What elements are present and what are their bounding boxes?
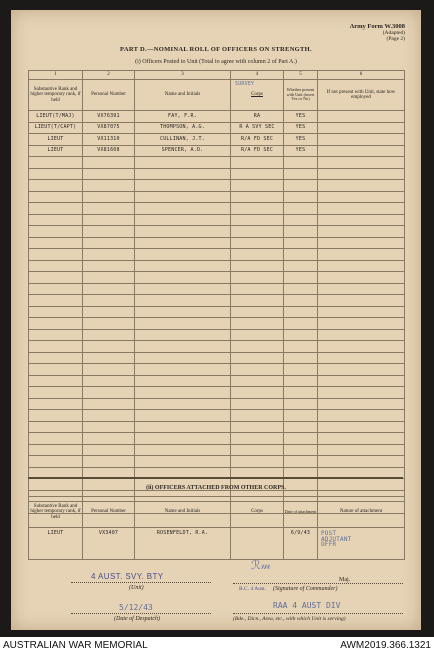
form-adapted: (Adapted) xyxy=(382,30,405,36)
blank-row xyxy=(29,433,405,445)
officer-corps xyxy=(231,398,284,410)
officer-rank xyxy=(29,306,83,318)
header-corps-label: Corps xyxy=(251,92,263,98)
officer-name xyxy=(135,249,231,261)
officer-number xyxy=(83,283,135,295)
officer-name xyxy=(135,456,231,468)
attached-header-number: Personal Number xyxy=(83,497,135,528)
officer-number xyxy=(83,214,135,226)
officer-rank xyxy=(29,421,83,433)
officer-name xyxy=(135,444,231,456)
officer-number xyxy=(83,398,135,410)
blank-row xyxy=(29,226,405,238)
officer-number: VX87075 xyxy=(83,122,135,134)
officer-rank xyxy=(29,237,83,249)
officer-present xyxy=(284,444,318,456)
officer-number xyxy=(83,168,135,180)
officer-present xyxy=(284,387,318,399)
officer-corps xyxy=(231,341,284,353)
officer-number xyxy=(83,341,135,353)
signature-label: (Signature of Commander) xyxy=(273,586,338,592)
officer-name xyxy=(135,157,231,169)
officer-name xyxy=(135,283,231,295)
section2-title: (ii) OFFICERS ATTACHED FROM OTHER CORPS. xyxy=(146,485,286,491)
officer-employed xyxy=(318,329,405,341)
officer-employed xyxy=(318,272,405,284)
officer-present xyxy=(284,410,318,422)
attached-header-corps: Corps xyxy=(231,497,284,528)
officer-name: CULLINAN, J.T. xyxy=(135,134,231,146)
officer-name xyxy=(135,433,231,445)
despatch-label: (Date of Despatch) xyxy=(114,616,160,622)
officer-present xyxy=(284,272,318,284)
officer-present xyxy=(284,180,318,192)
blank-row xyxy=(29,421,405,433)
officer-name xyxy=(135,168,231,180)
officer-number xyxy=(83,352,135,364)
header-present: Whether present with Unit (insert Yes or No) xyxy=(284,80,318,111)
officer-corps xyxy=(231,260,284,272)
attached-rank: LIEUT xyxy=(29,528,83,560)
officer-corps xyxy=(231,375,284,387)
officer-corps xyxy=(231,433,284,445)
officer-number xyxy=(83,249,135,261)
officer-row xyxy=(29,122,405,134)
officer-employed xyxy=(318,387,405,399)
blank-row xyxy=(29,306,405,318)
officer-employed xyxy=(318,375,405,387)
officer-number xyxy=(83,329,135,341)
officer-employed xyxy=(318,410,405,422)
officer-rank: LIEUT xyxy=(29,134,83,146)
officer-corps: RA xyxy=(231,111,284,123)
officer-employed xyxy=(318,237,405,249)
officer-corps xyxy=(231,272,284,284)
officer-present: YES xyxy=(284,134,318,146)
officer-rank xyxy=(29,352,83,364)
attached-header-rank: Substantive Rank and higher temporary rank, if held xyxy=(29,497,83,528)
column-number: 3 xyxy=(135,71,231,80)
officer-corps xyxy=(231,226,284,238)
officer-rank xyxy=(29,272,83,284)
attached-nature-line: OFFR xyxy=(321,541,337,548)
archive-name: AUSTRALIAN WAR MEMORIAL xyxy=(3,640,148,651)
blank-row xyxy=(29,329,405,341)
blank-row xyxy=(29,157,405,169)
officer-corps: R/A FD SEC xyxy=(231,145,284,157)
officer-employed xyxy=(318,295,405,307)
signature-prefix: B.C. 4 Aust. xyxy=(239,586,267,592)
officer-name xyxy=(135,180,231,192)
blank-row xyxy=(29,283,405,295)
despatch-date: 5/12/43 xyxy=(119,603,153,612)
officer-name xyxy=(135,306,231,318)
rank-suffix: Maj. xyxy=(339,577,351,583)
officer-name xyxy=(135,191,231,203)
officer-employed xyxy=(318,260,405,272)
officer-corps xyxy=(231,456,284,468)
officer-name xyxy=(135,364,231,376)
blank-row xyxy=(29,387,405,399)
corps-overwrite: SURVEY xyxy=(235,81,255,87)
officer-rank xyxy=(29,214,83,226)
officer-employed xyxy=(318,203,405,215)
officer-employed xyxy=(318,433,405,445)
officer-present xyxy=(284,157,318,169)
blank-row xyxy=(29,375,405,387)
officer-rank xyxy=(29,249,83,261)
officer-present xyxy=(284,364,318,376)
blank-row xyxy=(29,318,405,330)
officer-employed xyxy=(318,145,405,157)
attached-name: ROSENFELDT, R.A. xyxy=(135,528,231,560)
attached-corps xyxy=(231,528,284,560)
officer-employed xyxy=(318,111,405,123)
officer-rank xyxy=(29,375,83,387)
officer-number xyxy=(83,272,135,284)
officer-rank: LIEUT(T/MAJ) xyxy=(29,111,83,123)
officer-number xyxy=(83,295,135,307)
attached-nature xyxy=(318,528,405,560)
officer-number: VX76391 xyxy=(83,111,135,123)
officer-rank xyxy=(29,410,83,422)
officer-present xyxy=(284,352,318,364)
officer-name xyxy=(135,237,231,249)
officer-employed xyxy=(318,283,405,295)
officer-employed xyxy=(318,421,405,433)
blank-row xyxy=(29,237,405,249)
blank-row xyxy=(29,260,405,272)
officer-employed xyxy=(318,122,405,134)
officer-name xyxy=(135,260,231,272)
officer-corps xyxy=(231,191,284,203)
officer-name xyxy=(135,329,231,341)
form-page: (Page 2) xyxy=(386,36,405,42)
officer-number xyxy=(83,433,135,445)
officer-number xyxy=(83,306,135,318)
formation-line xyxy=(233,613,403,614)
officer-employed xyxy=(318,180,405,192)
officer-corps: R A SVY SEC xyxy=(231,122,284,134)
officer-corps xyxy=(231,364,284,376)
officer-number xyxy=(83,318,135,330)
officer-rank xyxy=(29,329,83,341)
header-name: Name and Initials xyxy=(135,80,231,111)
attached-header-date: Date of attachment xyxy=(284,497,318,528)
officer-name xyxy=(135,352,231,364)
officer-employed xyxy=(318,191,405,203)
officer-employed xyxy=(318,444,405,456)
officer-name xyxy=(135,387,231,399)
officer-name xyxy=(135,214,231,226)
officer-number xyxy=(83,410,135,422)
officer-present xyxy=(284,375,318,387)
officer-row xyxy=(29,145,405,157)
part-title: PART D.—NOMINAL ROLL OF OFFICERS ON STRENGTH. xyxy=(120,46,312,53)
attached-nature-line: ADJUTANT xyxy=(321,535,352,543)
blank-row xyxy=(29,352,405,364)
officer-number xyxy=(83,387,135,399)
blank-row xyxy=(29,444,405,456)
officer-name: SPENCER, A.D. xyxy=(135,145,231,157)
officer-present xyxy=(284,203,318,215)
officer-present xyxy=(284,168,318,180)
section1-subtitle: (i) Officers Posted to Unit (Total to agree with column 2 of Part A.) xyxy=(135,59,297,65)
officer-rank xyxy=(29,157,83,169)
blank-row xyxy=(29,398,405,410)
officer-rank xyxy=(29,433,83,445)
officer-rank xyxy=(29,283,83,295)
officer-row xyxy=(29,134,405,146)
officer-rank xyxy=(29,295,83,307)
officer-number xyxy=(83,157,135,169)
officer-name xyxy=(135,203,231,215)
officer-number xyxy=(83,364,135,376)
unit-stamp: 4 AUST. SVY. BTY xyxy=(91,572,164,581)
officer-number: VX11310 xyxy=(83,134,135,146)
officer-row xyxy=(29,111,405,123)
officer-rank xyxy=(29,226,83,238)
officer-rank xyxy=(29,318,83,330)
officer-present xyxy=(284,226,318,238)
officer-rank: LIEUT(T/CAPT) xyxy=(29,122,83,134)
blank-row xyxy=(29,456,405,468)
officer-employed xyxy=(318,318,405,330)
officer-corps xyxy=(231,295,284,307)
officer-present xyxy=(284,191,318,203)
officer-present xyxy=(284,295,318,307)
officer-present xyxy=(284,398,318,410)
blank-row xyxy=(29,191,405,203)
officer-rank: LIEUT xyxy=(29,145,83,157)
officer-employed xyxy=(318,249,405,261)
officer-rank xyxy=(29,180,83,192)
header-rank: Substantive Rank and higher temporary rank, if held xyxy=(29,80,83,111)
officer-number xyxy=(83,456,135,468)
officer-corps xyxy=(231,283,284,295)
officer-rank xyxy=(29,387,83,399)
officer-present xyxy=(284,341,318,353)
column-number: 1 xyxy=(29,71,83,80)
officer-employed xyxy=(318,352,405,364)
officer-number xyxy=(83,180,135,192)
commander-signature: ℛ𝓂 xyxy=(251,558,271,572)
officer-number xyxy=(83,260,135,272)
officer-employed xyxy=(318,214,405,226)
officer-present xyxy=(284,421,318,433)
officer-corps xyxy=(231,352,284,364)
officer-corps xyxy=(231,237,284,249)
officer-name xyxy=(135,375,231,387)
officer-name xyxy=(135,398,231,410)
form-number: Army Form W.3008 xyxy=(349,23,405,30)
officer-rank xyxy=(29,444,83,456)
officer-name: THOMPSON, A.G. xyxy=(135,122,231,134)
officer-number xyxy=(83,375,135,387)
blank-row xyxy=(29,410,405,422)
officer-employed xyxy=(318,341,405,353)
blank-row xyxy=(29,249,405,261)
officer-name xyxy=(135,318,231,330)
officer-present xyxy=(284,318,318,330)
officer-employed xyxy=(318,134,405,146)
attached-header-nature: Nature of attachment xyxy=(318,497,405,528)
officer-present xyxy=(284,329,318,341)
archive-caption xyxy=(0,638,434,653)
blank-row xyxy=(29,168,405,180)
attached-header-name: Name and Initials xyxy=(135,497,231,528)
form-identifier xyxy=(350,24,405,42)
attached-header-row xyxy=(29,497,405,528)
officer-corps xyxy=(231,421,284,433)
formation-label: (Bde., Dicn., Area, etc., with which Unit is serving) xyxy=(233,616,346,622)
attached-row xyxy=(29,528,405,560)
attached-date: 6/9/43 xyxy=(284,528,318,560)
officer-number xyxy=(83,226,135,238)
column-number: 2 xyxy=(83,71,135,80)
header-employed: If not present with Unit, state how employed xyxy=(318,80,405,111)
column-number-row xyxy=(29,71,405,80)
officer-rank xyxy=(29,191,83,203)
section-divider xyxy=(28,477,403,479)
column-number: 4 xyxy=(231,71,284,80)
officer-employed xyxy=(318,306,405,318)
officer-corps xyxy=(231,168,284,180)
officer-rank xyxy=(29,260,83,272)
officer-corps: R/A FD SEC xyxy=(231,134,284,146)
column-number: 6 xyxy=(318,71,405,80)
unit-label: (Unit) xyxy=(129,585,144,591)
archive-reference: AWM2019.366.1321 xyxy=(340,640,431,651)
officer-corps xyxy=(231,249,284,261)
officer-name xyxy=(135,272,231,284)
officer-present xyxy=(284,260,318,272)
officer-name xyxy=(135,341,231,353)
blank-row xyxy=(29,295,405,307)
officer-present xyxy=(284,306,318,318)
officer-number xyxy=(83,421,135,433)
officer-name xyxy=(135,226,231,238)
officer-corps xyxy=(231,318,284,330)
officer-present xyxy=(284,433,318,445)
officer-name xyxy=(135,295,231,307)
officer-employed xyxy=(318,398,405,410)
officer-present: YES xyxy=(284,145,318,157)
blank-row xyxy=(29,203,405,215)
officer-rank xyxy=(29,341,83,353)
officer-number xyxy=(83,444,135,456)
officer-number: VX81608 xyxy=(83,145,135,157)
officer-number xyxy=(83,191,135,203)
officers-attached-table xyxy=(28,496,405,560)
officer-corps xyxy=(231,203,284,215)
officer-corps xyxy=(231,387,284,399)
officer-corps xyxy=(231,329,284,341)
officer-employed xyxy=(318,364,405,376)
officer-rank xyxy=(29,203,83,215)
blank-row xyxy=(29,180,405,192)
officer-corps xyxy=(231,180,284,192)
blank-row xyxy=(29,341,405,353)
officer-name xyxy=(135,421,231,433)
signature-line xyxy=(233,583,403,584)
blank-row xyxy=(29,364,405,376)
formation: RAA 4 AUST DIV xyxy=(273,601,341,610)
officer-present: YES xyxy=(284,111,318,123)
officer-rank xyxy=(29,364,83,376)
officers-posted-body xyxy=(29,111,405,514)
officer-present xyxy=(284,283,318,295)
officer-present xyxy=(284,237,318,249)
officer-present xyxy=(284,249,318,261)
officer-employed xyxy=(318,157,405,169)
header-corps xyxy=(231,80,284,111)
officer-employed xyxy=(318,226,405,238)
despatch-line xyxy=(71,613,211,614)
header-row xyxy=(29,80,405,111)
officer-rank xyxy=(29,456,83,468)
unit-line xyxy=(71,582,211,583)
officer-corps xyxy=(231,444,284,456)
officer-corps xyxy=(231,157,284,169)
column-number: 5 xyxy=(284,71,318,80)
officer-name xyxy=(135,410,231,422)
officer-number xyxy=(83,203,135,215)
header-number: Personal Number xyxy=(83,80,135,111)
officer-number xyxy=(83,237,135,249)
officer-present xyxy=(284,456,318,468)
officers-posted-table xyxy=(28,70,405,514)
form-sheet xyxy=(11,10,421,630)
officer-employed xyxy=(318,456,405,468)
officer-present: YES xyxy=(284,122,318,134)
officer-rank xyxy=(29,168,83,180)
officer-corps xyxy=(231,410,284,422)
officer-employed xyxy=(318,168,405,180)
attached-nature-line: POST xyxy=(321,530,337,537)
attached-number: VX3407 xyxy=(83,528,135,560)
officer-name: FAY, F.R. xyxy=(135,111,231,123)
officer-rank xyxy=(29,398,83,410)
officer-corps xyxy=(231,306,284,318)
blank-row xyxy=(29,272,405,284)
officer-present xyxy=(284,214,318,226)
blank-row xyxy=(29,214,405,226)
officer-corps xyxy=(231,214,284,226)
